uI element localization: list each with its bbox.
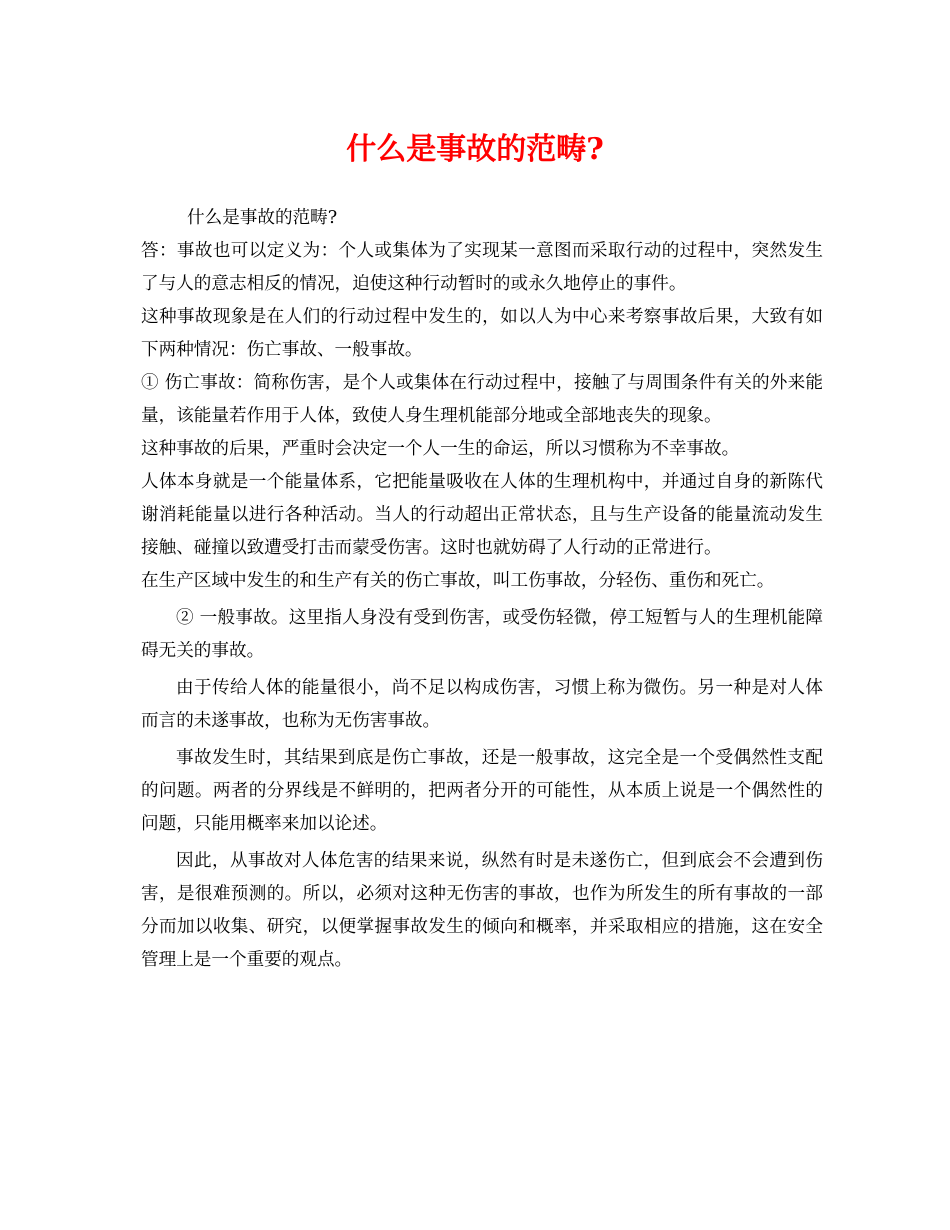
paragraph-casualty-accident: ① 伤亡事故：简称伤害，是个人或集体在行动过程中，接触了与周围条件有关的外来能量，该能量若作用于人体，致使人身生理机能部分地或全部地丧失的现象。	[141, 373, 823, 426]
paragraph-chance: 事故发生时，其结果到底是伤亡事故，还是一般事故，这完全是一个受偶然性支配的问题。两者的分界线是不鲜明的，把两者分开的可能性，从本质上说是一个偶然性的问题，只能用概率来加以论述。	[141, 748, 823, 834]
paragraph-energy-system: 人体本身就是一个能量体系，它把能量吸收在人体的生理机构中，并通过自身的新陈代谢消耗能量以进行各种活动。当人的行动超出正常状态，且与生产设备的能量流动发生接触、碰撞以致遭受打击而蒙受伤害。这时也就妨碍了人行动的正常进行。	[141, 472, 823, 558]
document-body	[141, 202, 823, 977]
paragraph-minor-injury: 由于传给人体的能量很小，尚不足以构成伤害，习惯上称为微伤。另一种是对人体而言的未遂事故，也称为无伤害事故。	[141, 678, 823, 731]
paragraph-casualty-consequence: 这种事故的后果，严重时会决定一个人一生的命运，所以习惯称为不幸事故。	[141, 439, 740, 459]
paragraph-work-injury: 在生产区域中发生的和生产有关的伤亡事故，叫工伤事故，分轻伤、重伤和死亡。	[141, 571, 775, 591]
paragraph-conclusion: 因此，从事故对人体危害的结果来说，纵然有时是未遂伤亡，但到底会不会遭到伤害，是很难预测的。所以，必须对这种无伤害的事故，也作为所发生的所有事故的一部分而加以收集、研究，以便掌握事故发生的倾向和概率，并采取相应的措施，这在安全管理上是一个重要的观点。	[141, 851, 823, 970]
paragraph-answer-definition: 答：事故也可以定义为：个人或集体为了实现某一意图而采取行动的过程中，突然发生了与人的意志相反的情况，迫使这种行动暂时的或永久地停止的事件。	[141, 241, 823, 294]
document-title: 什么是事故的范畴?	[346, 132, 604, 167]
question-subheading: 什么是事故的范畴?	[187, 208, 338, 228]
paragraph-two-categories: 这种事故现象是在人们的行动过程中发生的，如以人为中心来考察事故后果，大致有如下两种情况：伤亡事故、一般事故。	[141, 307, 823, 360]
paragraph-general-accident: ② 一般事故。这里指人身没有受到伤害，或受伤轻微，停工短暂与人的生理机能障碍无关的事故。	[141, 608, 823, 661]
